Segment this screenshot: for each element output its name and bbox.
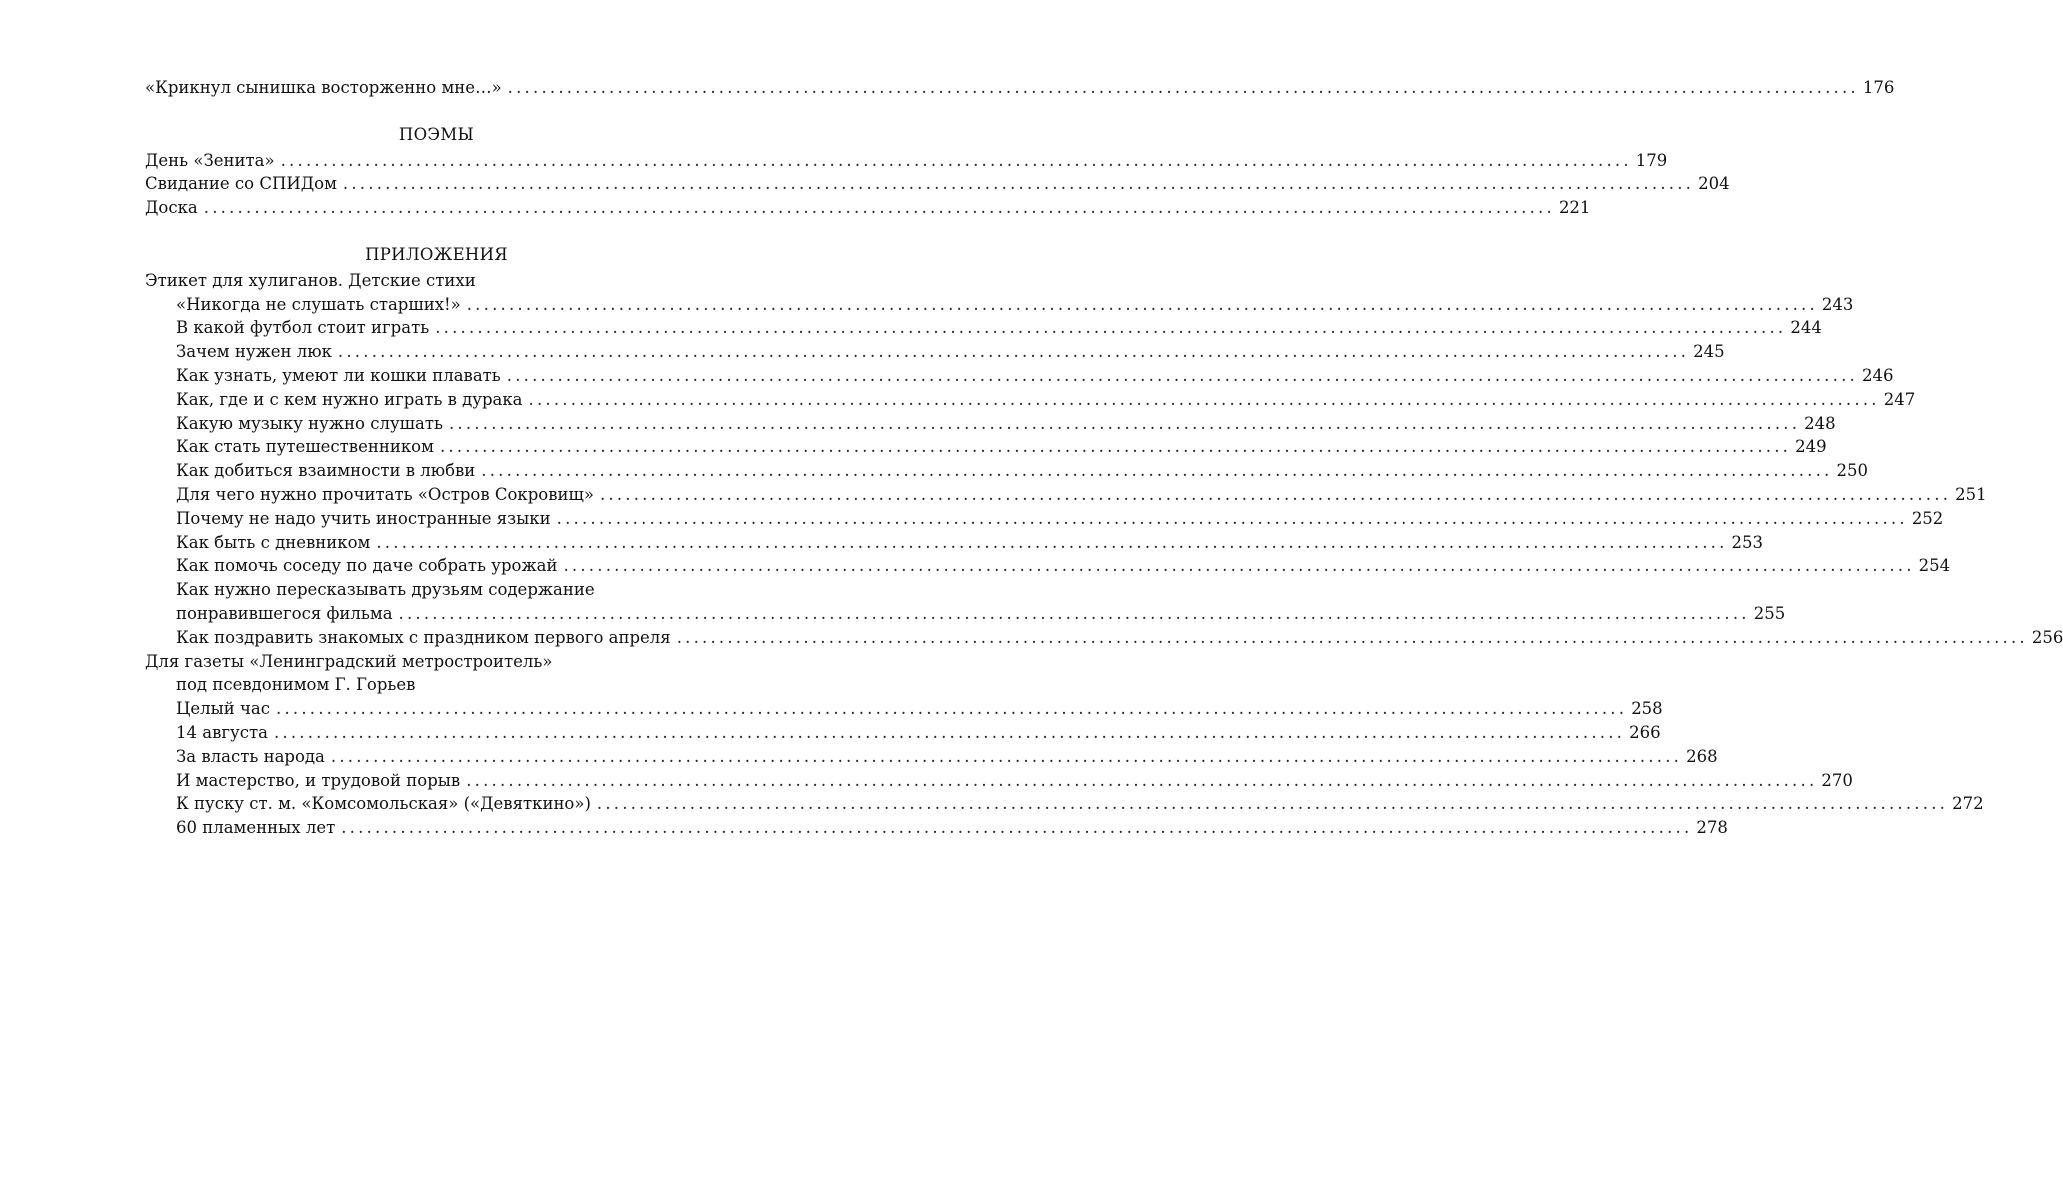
entry-page: 249 xyxy=(1795,437,1827,457)
entry-title: понравившегося фильма xyxy=(176,603,393,623)
entry-page: 247 xyxy=(1883,389,1916,409)
entry-page: 244 xyxy=(1790,318,1822,338)
entry-title: Для чего нужно прочитать «Остров Сокровищ» xyxy=(176,484,594,504)
dot-leader: ................................................................................................................................................................ xyxy=(439,437,1792,457)
entry-page: 204 xyxy=(1698,174,1730,194)
dot-leader: ................................................................................................................................................................ xyxy=(466,770,1818,790)
dot-leader: ................................................................................................................................................................ xyxy=(342,174,1695,194)
dot-leader: ................................................................................................................................................................ xyxy=(203,198,1555,218)
entry-page: 272 xyxy=(1952,794,1984,814)
toc-entry xyxy=(145,626,2063,650)
entry-title: «Крикнул сынишка восторженно мне…» xyxy=(145,78,502,97)
dot-leader: ................................................................................................................................................................ xyxy=(330,746,1683,766)
entry-page: 221 xyxy=(1558,198,1591,218)
entry-title: «Никогда не слушать старших!» xyxy=(176,294,461,314)
entry-page: 278 xyxy=(1696,818,1728,838)
entry-page: 270 xyxy=(1821,770,1853,790)
entry-title: В какой футбол стоит играть xyxy=(176,318,430,338)
toc-entry xyxy=(145,293,1854,317)
toc-entry xyxy=(145,76,1895,100)
entry-title-line: Как нужно пересказывать друзьям содержание xyxy=(176,580,595,600)
dot-leader: ................................................................................................................................................................ xyxy=(435,318,1787,338)
toc-entry xyxy=(145,340,1725,364)
toc-entry xyxy=(145,554,1951,578)
toc-entry xyxy=(145,172,1730,196)
section-heading-poems: ПОЭМЫ xyxy=(398,124,475,144)
entry-title: Как стать путешественником xyxy=(176,437,434,457)
toc-entry xyxy=(145,531,1764,555)
toc-entry xyxy=(145,721,1661,745)
toc-entry xyxy=(145,149,1668,173)
entry-title: И мастерство, и трудовой порыв xyxy=(176,770,461,790)
dot-leader: ................................................................................................................................................................ xyxy=(506,365,1858,385)
entry-page: 254 xyxy=(1918,556,1951,576)
entry-page: 252 xyxy=(1911,508,1944,528)
entry-title: Как быть с дневником xyxy=(176,532,371,552)
dot-leader: ................................................................................................................................................................ xyxy=(599,484,1952,504)
dot-leader: ................................................................................................................................................................ xyxy=(563,556,1915,576)
entry-page: 251 xyxy=(1955,484,1987,504)
toc-entry xyxy=(145,792,1984,816)
entry-page: 253 xyxy=(1731,532,1764,552)
dot-leader: ................................................................................................................................................................ xyxy=(398,603,1750,623)
dot-leader: ................................................................................................................................................................ xyxy=(556,508,1908,528)
toc-entry xyxy=(145,483,1987,507)
toc-entry xyxy=(145,316,1822,340)
toc-entry xyxy=(145,364,1894,388)
entry-title: Как поздравить знакомых с праздником первого апреля xyxy=(176,627,671,647)
dot-leader: ................................................................................................................................................................ xyxy=(466,294,1818,314)
entry-title: 14 августа xyxy=(176,722,268,742)
dot-leader: ................................................................................................................................................................ xyxy=(596,794,1949,814)
toc-entry xyxy=(145,196,1591,220)
entry-title: Зачем нужен люк xyxy=(176,342,332,362)
toc-entry xyxy=(145,816,1728,840)
entry-title: Какую музыку нужно слушать xyxy=(176,413,443,433)
entry-title: Как, где и с кем нужно играть в дурака xyxy=(176,389,523,409)
toc-entry xyxy=(145,697,1663,721)
entry-title: Свидание со СПИДом xyxy=(145,174,337,194)
toc-entry xyxy=(145,459,1868,483)
table-of-contents xyxy=(145,76,2063,840)
entry-title: День «Зенита» xyxy=(145,150,275,170)
entry-page: 268 xyxy=(1686,746,1718,766)
entry-page: 255 xyxy=(1753,603,1786,623)
entry-title: 60 пламенных лет xyxy=(176,818,336,838)
group-title-etiquette: Этикет для хулиганов. Детские стихи xyxy=(145,270,476,290)
entry-title: К пуску ст. м. «Комсомольская» («Девяткино») xyxy=(176,794,591,814)
group-title-newspaper: Для газеты «Ленинградский метростроитель» xyxy=(145,651,553,671)
dot-leader: ................................................................................................................................................................ xyxy=(481,461,1833,481)
entry-page: 266 xyxy=(1629,722,1661,742)
toc-entry xyxy=(145,769,1853,793)
dot-leader: ................................................................................................................................................................ xyxy=(276,699,1628,719)
toc-entry xyxy=(145,412,1836,436)
entry-page: 179 xyxy=(1635,150,1668,170)
dot-leader: ................................................................................................................................................................ xyxy=(376,532,1728,552)
entry-page: 256 xyxy=(2031,627,2063,647)
entry-page: 245 xyxy=(1693,342,1725,362)
dot-leader: ................................................................................................................................................................ xyxy=(337,342,1690,362)
dot-leader: ................................................................................................................................................................ xyxy=(528,389,1880,409)
dot-leader: ................................................................................................................................................................ xyxy=(507,78,1859,97)
entry-title: Как помочь соседу по даче собрать урожай xyxy=(176,556,558,576)
entry-page: 246 xyxy=(1861,365,1894,385)
entry-page: 248 xyxy=(1804,413,1836,433)
section-heading-appendix: ПРИЛОЖЕНИЯ xyxy=(365,244,508,264)
entry-page: 258 xyxy=(1631,699,1663,719)
entry-page: 243 xyxy=(1821,294,1854,314)
toc-entry xyxy=(145,745,1718,769)
dot-leader: ................................................................................................................................................................ xyxy=(676,627,2028,647)
entry-title: Как добиться взаимности в любви xyxy=(176,461,476,481)
toc-entry xyxy=(145,435,1827,459)
entry-title: Целый час xyxy=(176,699,270,719)
entry-page: 176 xyxy=(1862,78,1895,97)
dot-leader: ................................................................................................................................................................ xyxy=(273,722,1626,742)
entry-title: Как узнать, умеют ли кошки плавать xyxy=(176,365,501,385)
entry-page: 250 xyxy=(1836,461,1868,481)
toc-entry xyxy=(145,388,1916,412)
entry-title: Почему не надо учить иностранные языки xyxy=(176,508,551,528)
group-subtitle-newspaper: под псевдонимом Г. Горьев xyxy=(176,675,416,695)
dot-leader: ................................................................................................................................................................ xyxy=(280,150,1632,170)
toc-entry xyxy=(145,507,1944,531)
toc-entry xyxy=(145,602,1786,626)
entry-title: За власть народа xyxy=(176,746,325,766)
dot-leader: ................................................................................................................................................................ xyxy=(448,413,1801,433)
entry-title: Доска xyxy=(145,198,198,218)
dot-leader: ................................................................................................................................................................ xyxy=(341,818,1693,838)
